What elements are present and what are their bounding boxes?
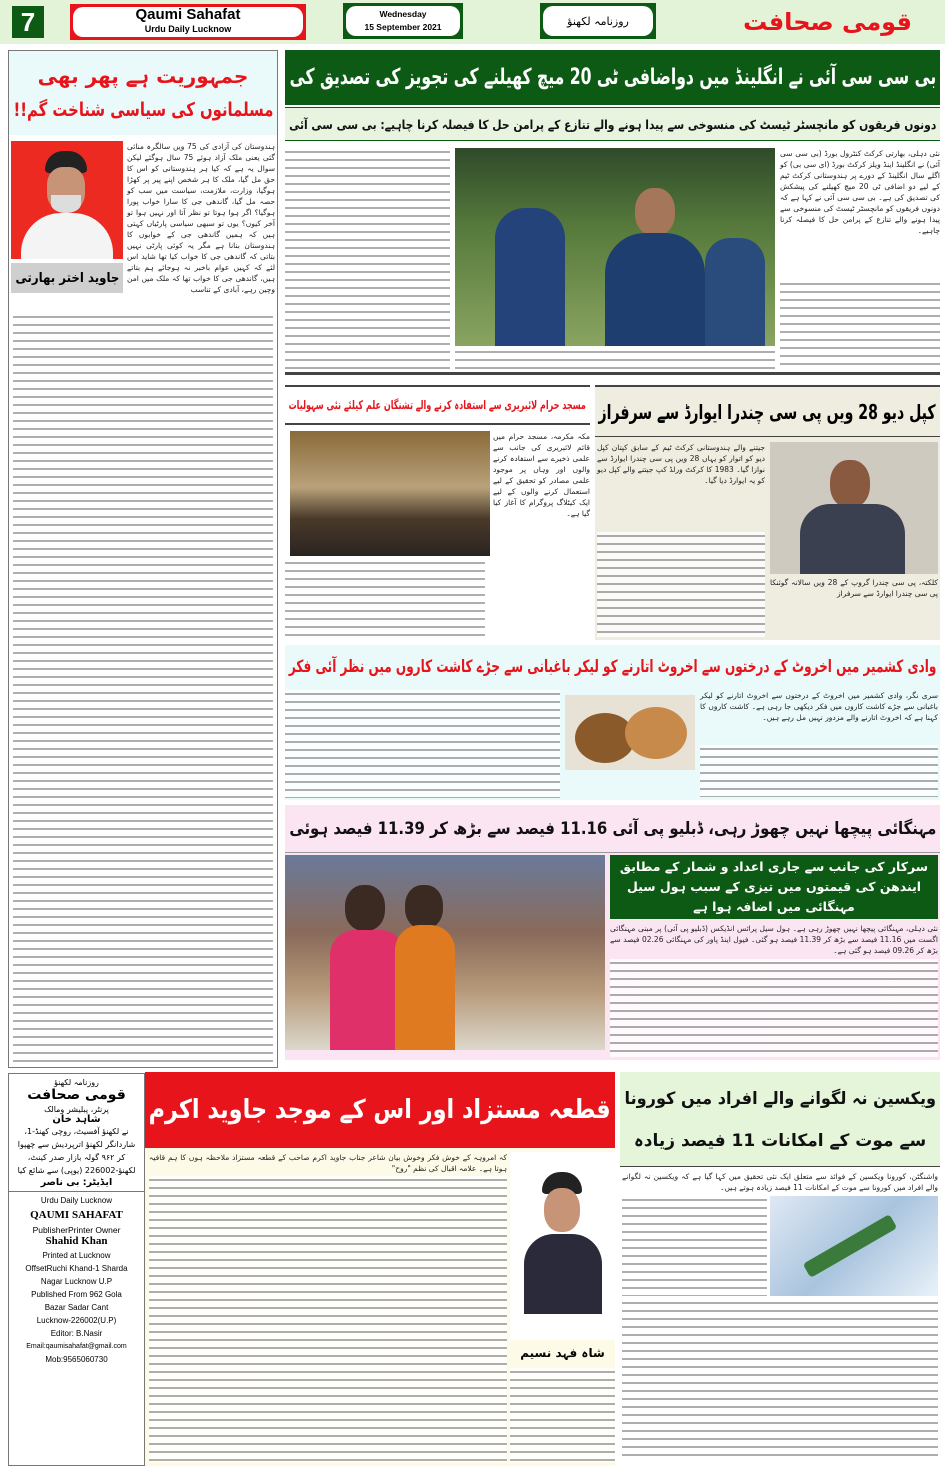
imprint-editor-ur: ایڈیٹر: بی ناصر bbox=[9, 1177, 144, 1192]
date-box bbox=[343, 3, 463, 39]
vaccine-photo bbox=[770, 1196, 938, 1296]
kashmir-article bbox=[285, 645, 940, 800]
paper-name-ur: قومی صحافت bbox=[743, 8, 912, 36]
imprint-email: Email:qaumisahafat@gmail.com bbox=[26, 1343, 127, 1350]
qata-left-column bbox=[149, 1152, 507, 1462]
imprint-address-ur: نے لکھنؤ آفسیٹ، روچی کھنڈ-1، شاردانگر لکھنؤ اترپردیش سے چھپوا کر ۹۶۲ گولہ بازار صدر کینٹ، لکھنؤ-226002 (یوپی) سے شائع کیا bbox=[17, 1127, 136, 1175]
vaccine-headline bbox=[620, 1072, 940, 1167]
opinion-headline bbox=[9, 51, 277, 135]
opinion-body-text bbox=[13, 313, 273, 1063]
qata-body bbox=[149, 1176, 507, 1462]
date: 15 September 2021 bbox=[364, 22, 442, 32]
inflation-right-column bbox=[610, 855, 938, 1057]
kashmir-lead: سری نگر، وادی کشمیر میں اخروٹ کے درختوں سے اخروٹ اتارنے کو لیکر باغبانی سے جڑے کاشت کاروں میں فکر دیکھی جا رہی ہے۔ کاشت کاروں کا کہنا ہے کہ اخروٹ اتارنے والے مزدور نہیں مل رہے ہیں۔ bbox=[700, 691, 938, 722]
cricket-subheadline: دونوں فریقوں کو مانچسٹر ٹیسٹ کی منسوخی سے پیدا ہونے والے تنازع کے پرامن حل کا فیصلہ کرنا چاہیے: بی سی سی آئی bbox=[285, 107, 940, 141]
kapil-photo bbox=[770, 442, 938, 574]
author-name: جاوید اختر بھارتی bbox=[11, 263, 123, 293]
roznama-label: روزنامہ لکھنؤ bbox=[543, 6, 653, 36]
imprint-tagline-en: Urdu Daily Lucknow bbox=[40, 1196, 113, 1205]
imprint-line: Bazar Sadar Cant bbox=[44, 1303, 109, 1312]
qata-article bbox=[145, 1072, 615, 1466]
vaccine-article bbox=[620, 1072, 940, 1466]
imprint-role-en: PublisherPrinter Owner bbox=[32, 1225, 121, 1235]
vaccine-lead: واشنگٹن، کورونا ویکسین کے فوائد سے متعلق ایک نئی تحقیق میں کہا گیا ہے کہ ویکسین نہ لگوانے والے افراد میں کورونا سے موت کے امکانات 11 فیصد زیادہ ہوتے ہیں۔ bbox=[622, 1172, 938, 1192]
paper-tagline: Urdu Daily Lucknow bbox=[144, 24, 232, 34]
imprint-owner-ur: شاہد خان bbox=[52, 1114, 101, 1125]
library-body bbox=[285, 559, 485, 639]
inflation-headline: مہنگائی پیچھا نہیں چھوڑ رہی، ڈبلیو پی آئی 11.16 فیصد سے بڑھ کر 11.39 فیصد ہوئی bbox=[285, 805, 940, 853]
qata-author-photo bbox=[510, 1152, 615, 1340]
library-photo bbox=[290, 431, 490, 556]
inflation-article bbox=[285, 805, 940, 1060]
imprint-owner-en: Shahid Khan bbox=[45, 1235, 108, 1247]
logo-box bbox=[70, 4, 306, 40]
author-photo bbox=[11, 141, 123, 259]
cricket-body-left bbox=[285, 148, 450, 370]
library-article bbox=[285, 385, 590, 640]
imprint-line: Lucknow-226002(U.P) bbox=[36, 1316, 117, 1325]
kashmir-headline: وادی کشمیر میں اخروٹ کے درختوں سے اخروٹ اتارنے کو لیکر باغبانی سے جڑے کاشت کاروں میں نظر آئی فکر bbox=[288, 656, 937, 677]
weekday: Wednesday bbox=[379, 9, 427, 19]
imprint-line: OffsetRuchi Khand-1 Sharda bbox=[25, 1264, 128, 1273]
imprint-roznama: روزنامہ لکھنؤ bbox=[54, 1078, 99, 1087]
opinion-headline-line-1: جمہوریت ہے پھر بھی bbox=[37, 64, 249, 88]
cricket-lead: نئی دہلی، بھارتی کرکٹ کنٹرول بورڈ (بی سی سی آئی) نے انگلینڈ اینڈ ویلز کرکٹ بورڈ (ای سی بی) کو اگلے سال انگلینڈ کے دورے پر ہندوستانی کرکٹ ٹیم کے لیے دو اضافی ٹی 20 میچ کھیلنے کی پیشکش کی تصدیق کی ہے۔ بی سی سی آئی نے کہا ہے کہ دونوں فریقوں کو مانچسٹر ٹیسٹ کی منسوخی سے پیدا ہونے والے تنازع کے پرامن حل کا فیصلہ کرنا چاہیے۔ bbox=[780, 149, 940, 235]
imprint-name-en: QAUMI SAHAFAT bbox=[30, 1209, 123, 1221]
inflation-subheadline: سرکار کی جانب سے جاری اعداد و شمار کے مطابق ایندھن کی قیمتوں میں تیزی کے سبب ہول سیل مہنگائی میں اضافہ ہوا ہے bbox=[610, 855, 938, 919]
opinion-article bbox=[8, 50, 278, 1068]
inflation-lead: نئی دہلی، مہنگائی پیچھا نہیں چھوڑ رہی ہے۔ ہول سیل پرائس انڈیکس (ڈبلیو پی آئی) پر مبنی مہنگائی اگست میں 11.16 فیصد سے بڑھ کر 11.39 فیصد ہو گئی۔ فیول اینڈ پاور کی مہنگائی 02.26 فیصد سے بڑھ کر 09.26 فیصد ہو گئی ہے۔ bbox=[610, 924, 938, 955]
imprint-line: Nagar Lucknow U.P bbox=[40, 1277, 113, 1286]
imprint bbox=[8, 1073, 145, 1466]
cricket-photo bbox=[455, 148, 775, 346]
vaccine-body-left bbox=[622, 1196, 767, 1296]
kapil-article bbox=[595, 385, 940, 640]
qata-author-name: شاہ فہد نسیم bbox=[520, 1346, 605, 1360]
cricket-body-right bbox=[780, 280, 940, 370]
cricket-body-bottom bbox=[455, 348, 775, 370]
qata-body-right bbox=[510, 1368, 615, 1462]
roznama-box bbox=[540, 3, 656, 39]
walnut-photo bbox=[565, 695, 695, 770]
inflation-body bbox=[610, 959, 938, 1057]
market-photo bbox=[285, 855, 605, 1050]
paper-name-en: Qaumi Sahafat bbox=[135, 6, 241, 23]
kashmir-body-left bbox=[285, 690, 560, 798]
opinion-lead: ہندوستان کی آزادی کی 75 ویں سالگرہ منائی گئی یعنی ملک آزاد ہوئے 75 سال ہوگئے لیکن سوال یہ ہے کہ کیا ہر ہندوستانی کو اس کا حق مل گیا، ملک کا ہر شخص اپنے پیر پر کھڑا ہوگیا، وزارت، ملازمت، سیاست میں سب کو حصہ مل گیا، گاندھی جی کا سارا خواب پورا ہوگیا؟ اگر ہوا ہوتا تو نظر آتا اور نہیں ہوا تو آخر کیوں؟ یوں تو سبھی سیاسی پارٹیاں کہتی ہیں کہ ہمیں گاندھی جی کے خوابوں کا ہندوستان بنانا ہے مگر یہ کوئی پارٹی نہیں بتاتی کہ گاندھی جی کا خواب کیا تھا شاید اس لئے کہ کہیں عوام باخبر نہ ہوجائے ہم بتاتے ہیں، گاندھی جی کا خواب تھا کہ ملک میں امن وچین رہے، آبادی کے تناسب bbox=[127, 142, 275, 294]
qata-headline: قطعہ مستزاد اور اس کے موجد جاوید اکرم bbox=[145, 1072, 615, 1148]
kapil-lead: جیتنے والے ہندوستانی کرکٹ ٹیم کے سابق کپتان کپل دیو کو اتوار کو یہاں 28 ویں پی سی چندرا ایوارڈ سے نوازا گیا۔ 1983 کا کرکٹ ورلڈ کپ جیتنے والے کپل دیو کو یہ ایوارڈ دیا گیا۔ bbox=[597, 443, 765, 485]
imprint-line: Printed at Lucknow bbox=[42, 1251, 111, 1260]
vaccine-body bbox=[622, 1299, 938, 1462]
cricket-headline: بی سی سی آئی نے انگلینڈ میں دواضافی ٹی 20 میچ کھیلنے کی تجویز کی تصدیق کی bbox=[285, 50, 940, 105]
kapil-headline: کپل دیو 28 ویں پی سی چندرا ایوارڈ سے سرفراز bbox=[595, 387, 940, 437]
kashmir-body-right bbox=[700, 745, 938, 797]
imprint-line: Editor: B.Nasir bbox=[50, 1329, 103, 1338]
vaccine-headline-line-1: ویکسین نہ لگوانے والے افراد میں کورونا bbox=[624, 1088, 936, 1109]
vaccine-middle bbox=[622, 1196, 938, 1296]
kapil-caption: کلکتہ، پی سی چندرا گروپ کے 28 ویں سالانہ گوئنکا پی سی چندرا ایوارڈ سے سرفراز bbox=[770, 578, 938, 598]
masthead bbox=[0, 0, 945, 44]
imprint-name-ur: قومی صحافت bbox=[27, 1087, 126, 1103]
opinion-headline-line-2: مسلمانوں کی سیاسی شناخت گم!! bbox=[13, 99, 273, 121]
vaccine-headline-line-2: سے موت کے امکانات 11 فیصد زیادہ bbox=[633, 1130, 927, 1151]
library-lead: مکہ مکرمہ، مسجد حرام میں قائم لائبریری کی جانب سے علمی ذخیرے سے استفادہ کرنے والوں اور وہاں پر موجود علمی مصادر کو تحقیق کے لیے استعمال کرنے والوں کے لیے ایک کیٹلاگ پروگرام کا آغاز کیا گیا ہے۔ bbox=[493, 432, 590, 518]
vaccine-body-column bbox=[622, 1171, 938, 1462]
library-headline: مسجد حرام لائبریری سے استفادہ کرنے والے تشنگان علم کیلئے نئی سہولیات bbox=[285, 387, 590, 425]
imprint-phone: Mob:9565060730 bbox=[45, 1355, 108, 1364]
imprint-role-ur: پرنٹر، پبلیشر ومالک bbox=[44, 1105, 109, 1114]
page-number: 7 bbox=[12, 6, 44, 38]
cricket-article bbox=[285, 50, 940, 375]
qata-lead: کہ امروہہ کے خوش فکر وخوش بیان شاعر جناب جاوید اکرم صاحب کے قطعہ مستزاد ملاحظہ ہوں کا ہم قافیہ ہوتا ہے۔ علامہ اقبال کی نظم "روح" bbox=[149, 1153, 507, 1173]
kapil-body bbox=[597, 532, 765, 637]
imprint-line: Published From 962 Gola bbox=[31, 1290, 122, 1299]
